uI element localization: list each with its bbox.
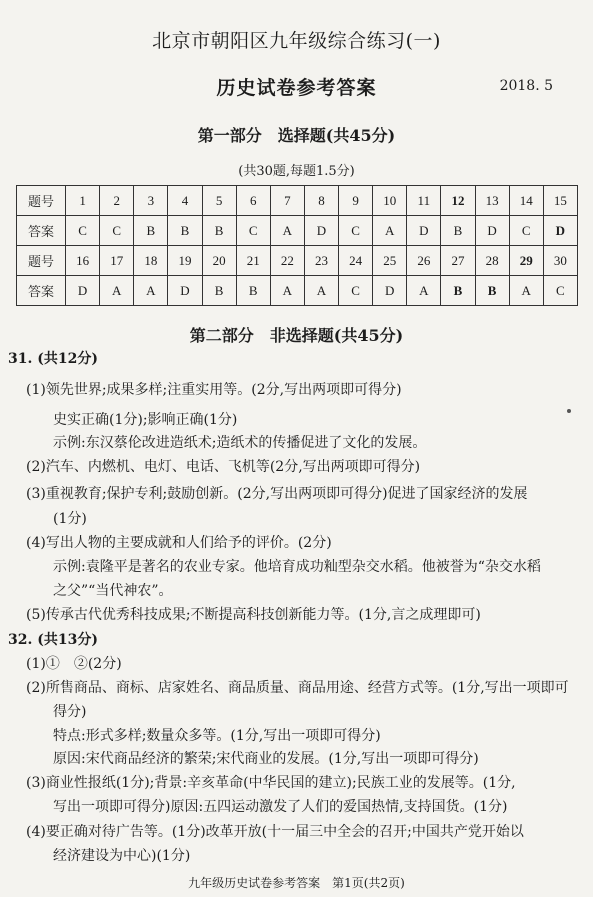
answer-cell: B — [202, 276, 236, 306]
question-number-cell: 14 — [509, 186, 543, 216]
answer-cell: A — [100, 276, 134, 306]
part2-heading: 第二部分 非选择题(共45分) — [189, 326, 404, 345]
question-number-row — [17, 186, 578, 216]
question-number-cell: 4 — [168, 186, 202, 216]
q32-line: (4)要正确对待广告等。(1分)改革开放(十一届三中全会的召开;中国共产党开始以 — [26, 824, 524, 840]
question-number-cell: 25 — [373, 246, 407, 276]
answer-cell: D — [304, 216, 338, 246]
question-number-cell: 8 — [304, 186, 338, 216]
answer-cell: D — [475, 216, 509, 246]
question-number-cell: 15 — [543, 186, 577, 216]
document-subtitle: 历史试卷参考答案 — [216, 77, 377, 99]
question-number-row — [17, 246, 578, 276]
answer-cell: B — [441, 216, 475, 246]
question-number-cell: 6 — [236, 186, 270, 216]
q31-line: (5)传承古代优秀科技成果;不断提高科技创新能力等。(1分,言之成理即可) — [26, 607, 481, 623]
answer-cell: B — [202, 216, 236, 246]
question-number-cell: 28 — [475, 246, 509, 276]
answer-cell: B — [168, 216, 202, 246]
question-number-cell: 20 — [202, 246, 236, 276]
question-number-cell: 17 — [100, 246, 134, 276]
q31-line: 史实正确(1分);影响正确(1分) — [53, 412, 238, 428]
answer-row — [17, 276, 578, 306]
part1-note: (共30题,每题1.5分) — [238, 164, 355, 179]
q31-line: (1)领先世界;成果多样;注重实用等。(2分,写出两项即可得分) — [26, 382, 402, 398]
question-number-cell: 23 — [304, 246, 338, 276]
q31-line: (4)写出人物的主要成就和人们给予的评价。(2分) — [26, 535, 332, 551]
question-number-cell: 16 — [66, 246, 100, 276]
q31-line: (2)汽车、内燃机、电灯、电话、飞机等(2分,写出两项即可得分) — [26, 459, 421, 475]
q31-line: 示例:东汉蔡伦改进造纸术;造纸术的传播促进了文化的发展。 — [53, 435, 427, 451]
question-number-cell: 2 — [100, 186, 134, 216]
question-number-cell: 22 — [270, 246, 304, 276]
answer-cell: C — [100, 216, 134, 246]
q32-line: 得分) — [53, 704, 87, 720]
answer-cell: A — [509, 276, 543, 306]
question-number-cell: 24 — [339, 246, 373, 276]
answer-cell: B — [236, 276, 270, 306]
part1-heading: 第一部分 选择题(共45分) — [197, 126, 396, 145]
q31-line: 示例:袁隆平是著名的农业专家。他培育成功籼型杂交水稻。他被誉为“杂交水稻 — [53, 559, 541, 575]
answer-cell: A — [407, 276, 441, 306]
answer-row — [17, 216, 578, 246]
q31-line: 之父”“当代神农”。 — [53, 583, 173, 599]
q31-heading: 31. (共12分) — [8, 351, 98, 367]
question-number-cell: 26 — [407, 246, 441, 276]
answer-cell: A — [134, 276, 168, 306]
question-number-cell: 3 — [134, 186, 168, 216]
answer-cell: B — [441, 276, 475, 306]
answer-cell: C — [339, 276, 373, 306]
answer-cell: C — [509, 216, 543, 246]
q32-line: (2)所售商品、商标、店家姓名、商品质量、商品用途、经营方式等。(1分,写出一项即可 — [26, 680, 569, 696]
scan-speck — [567, 409, 571, 413]
row-label: 题号 — [17, 186, 66, 216]
question-number-cell: 5 — [202, 186, 236, 216]
question-number-cell: 11 — [407, 186, 441, 216]
q32-line: 经济建设为中心)(1分) — [53, 848, 191, 864]
question-number-cell: 27 — [441, 246, 475, 276]
question-number-cell: 30 — [543, 246, 577, 276]
answer-cell: C — [543, 276, 577, 306]
exam-title: 北京市朝阳区九年级综合练习(一) — [152, 30, 441, 52]
answer-cell: D — [543, 216, 577, 246]
answer-cell: B — [475, 276, 509, 306]
row-label: 题号 — [17, 246, 66, 276]
row-label: 答案 — [17, 276, 66, 306]
question-number-cell: 21 — [236, 246, 270, 276]
answer-cell: B — [134, 216, 168, 246]
q32-line: (3)商业性报纸(1分);背景:辛亥革命(中华民国的建立);民族工业的发展等。(1分, — [26, 775, 516, 791]
answer-cell: A — [373, 216, 407, 246]
q32-line: (1)① ②(2分) — [26, 656, 122, 672]
answer-table — [16, 185, 578, 306]
answer-cell: C — [339, 216, 373, 246]
answer-cell: D — [407, 216, 441, 246]
question-number-cell: 9 — [339, 186, 373, 216]
question-number-cell: 1 — [66, 186, 100, 216]
answer-cell: A — [270, 216, 304, 246]
page-footer: 九年级历史试卷参考答案 第1页(共2页) — [188, 876, 405, 890]
question-number-cell: 19 — [168, 246, 202, 276]
question-number-cell: 29 — [509, 246, 543, 276]
q31-line: (3)重视教育;保护专利;鼓励创新。(2分,写出两项即可得分)促进了国家经济的发展 — [26, 486, 528, 502]
q32-line: 写出一项即可得分)原因:五四运动激发了人们的爱国热情,支持国货。(1分) — [53, 799, 508, 815]
q32-line: 原因:宋代商品经济的繁荣;宋代商业的发展。(1分,写出一项即可得分) — [53, 751, 479, 767]
q32-heading: 32. (共13分) — [8, 632, 98, 648]
question-number-cell: 12 — [441, 186, 475, 216]
row-label: 答案 — [17, 216, 66, 246]
answer-cell: C — [66, 216, 100, 246]
answer-cell: D — [66, 276, 100, 306]
question-number-cell: 18 — [134, 246, 168, 276]
q32-line: 特点:形式多样;数量众多等。(1分,写出一项即可得分) — [53, 728, 381, 744]
document-date: 2018. 5 — [499, 78, 553, 94]
answer-cell: C — [236, 216, 270, 246]
answer-cell: A — [304, 276, 338, 306]
question-number-cell: 7 — [270, 186, 304, 216]
answer-cell: D — [168, 276, 202, 306]
q31-line: (1分) — [53, 511, 87, 527]
question-number-cell: 10 — [373, 186, 407, 216]
answer-cell: D — [373, 276, 407, 306]
question-number-cell: 13 — [475, 186, 509, 216]
answer-cell: A — [270, 276, 304, 306]
